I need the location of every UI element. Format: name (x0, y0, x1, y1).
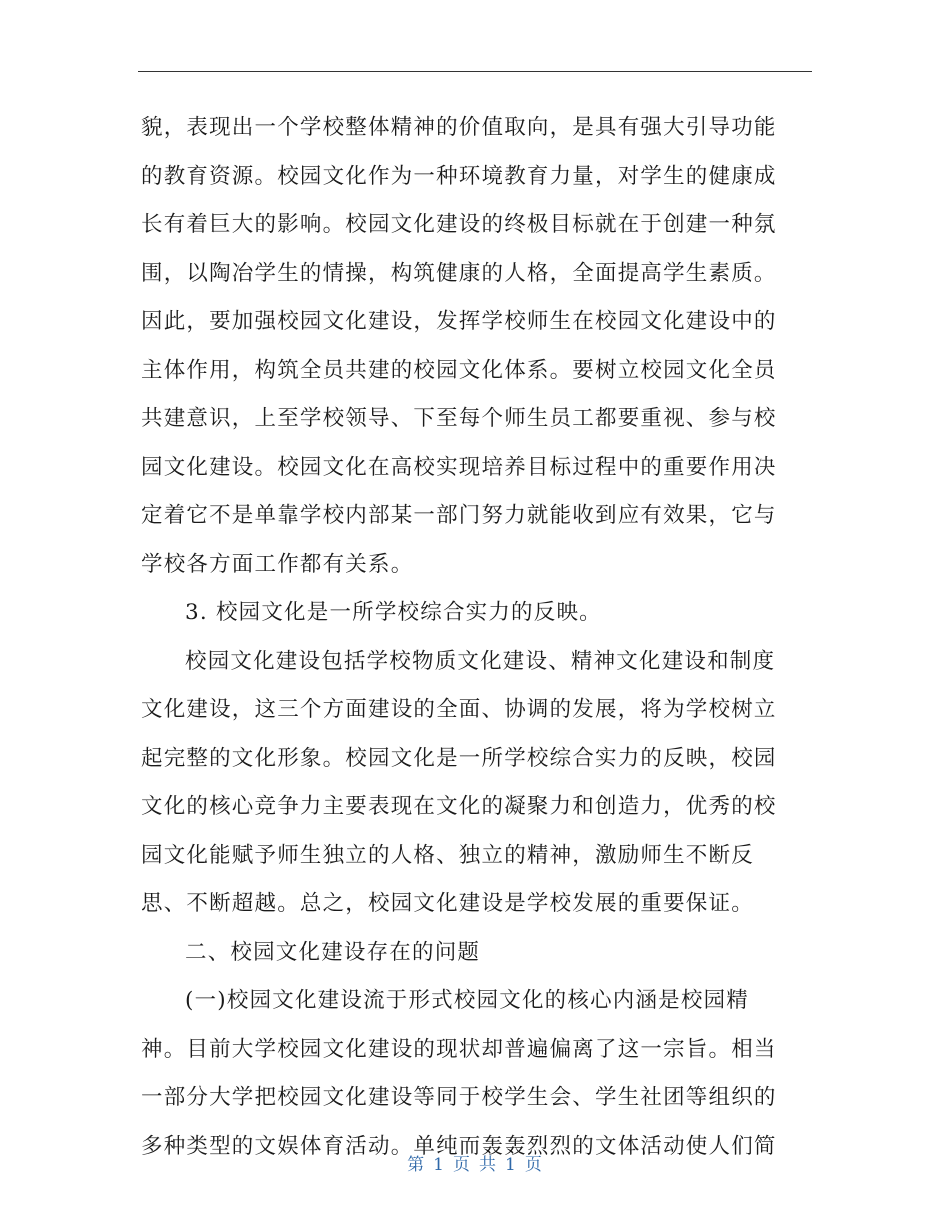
footer-word-page-suffix: 页 (453, 1155, 471, 1175)
footer-word-total: 共 (479, 1155, 497, 1175)
text-line: 长有着巨大的影响。校园文化建设的终极目标就在于创建一种氛 (141, 212, 777, 237)
page-footer (0, 1150, 950, 1175)
text-line: 学校各方面工作都有关系。 (141, 551, 414, 577)
paragraph-start: (一)校园文化建设流于形式校园文化的核心内涵是校园精 (185, 988, 749, 1013)
footer-word-page: 第 (407, 1155, 426, 1175)
text-line: 起完整的文化形象。校园文化是一所学校综合实力的反映，校园 (141, 745, 777, 771)
text-line: 围，以陶冶学生的情操，构筑健康的人格，全面提高学生素质。 (141, 260, 777, 286)
total-pages: 1 (505, 1155, 517, 1175)
text-line: 因此，要加强校园文化建设，发挥学校师生在校园文化建设中的 (141, 309, 777, 334)
text-line: 主体作用，构筑全员共建的校园文化体系。要树立校园文化全员 (141, 357, 777, 383)
text-line: 文化的核心竞争力主要表现在文化的凝聚力和创造力，优秀的校 (141, 794, 777, 819)
section-heading: 二、校园文化建设存在的问题 (185, 939, 481, 965)
text-line: 共建意识，上至学校领导、下至每个师生员工都要重视、参与校 (141, 406, 777, 431)
body-text (141, 104, 801, 1171)
text-line: 思、不断超越。总之，校园文化建设是学校发展的重要保证。 (141, 891, 754, 916)
section-heading: 3. 校园文化是一所学校综合实力的反映。 (185, 600, 602, 625)
text-line: 定着它不是单靠学校内部某一部门努力就能收到应有效果，它与 (141, 503, 777, 528)
text-line: 园文化能赋予师生独立的人格、独立的精神，激励师生不断反 (141, 842, 754, 868)
header-rule (138, 71, 812, 72)
footer-word-page-end: 页 (524, 1155, 543, 1175)
text-line: 一部分大学把校园文化建设等同于校学生会、学生社团等组织的 (141, 1085, 777, 1110)
page-number: 1 (433, 1155, 445, 1175)
text-line: 园文化建设。校园文化在高校实现培养目标过程中的重要作用决 (141, 454, 777, 480)
text-line: 貌，表现出一个学校整体精神的价值取向，是具有强大引导功能 (141, 115, 777, 140)
text-line: 神。目前大学校园文化建设的现状却普遍偏离了这一宗旨。相当 (141, 1036, 777, 1062)
paragraph-start: 校园文化建设包括学校物质文化建设、精神文化建设和制度 (185, 648, 776, 674)
text-line: 多种类型的文娱体育活动。单纯而轰轰烈烈的文体活动使人们简 (141, 1133, 777, 1159)
text-line: 的教育资源。校园文化作为一种环境教育力量，对学生的健康成 (141, 163, 777, 189)
text-line: 文化建设，这三个方面建设的全面、协调的发展，将为学校树立 (141, 697, 777, 722)
